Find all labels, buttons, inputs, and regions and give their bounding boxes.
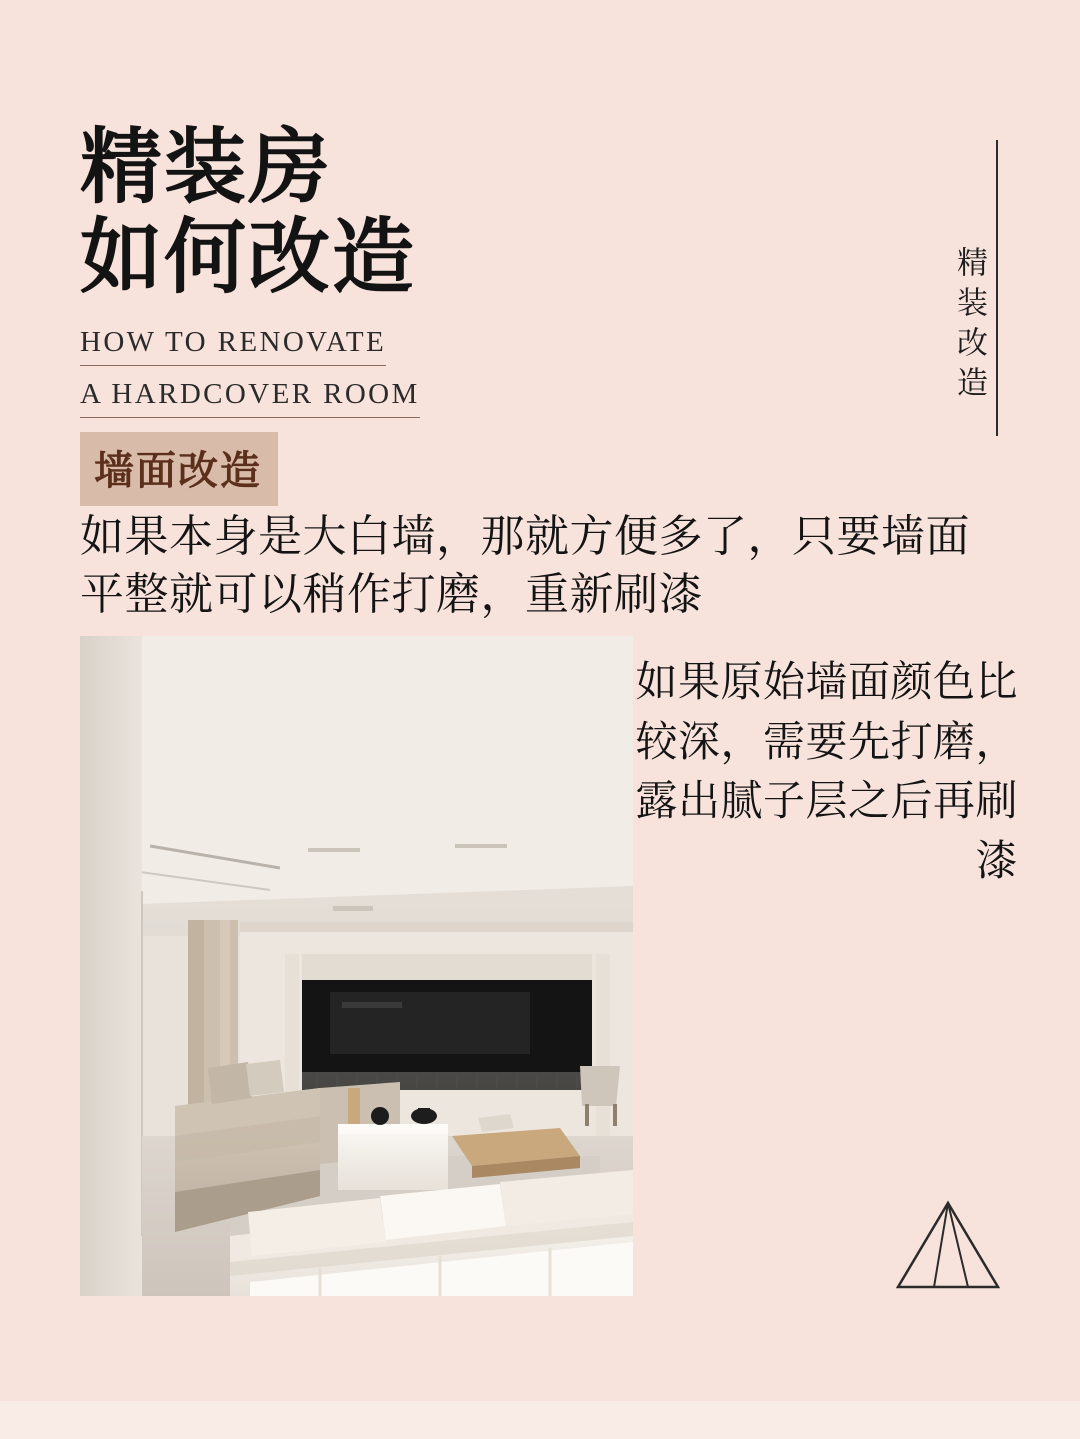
- side-label-text: 精装改造: [951, 246, 987, 406]
- paragraph-side: 如果原始墙面颜色比较深，需要先打磨，露出腻子层之后再刷漆: [635, 657, 1018, 885]
- section-tag: 墙面改造: [80, 432, 278, 506]
- title-line-1: 精装房: [80, 119, 333, 215]
- subtitle-line-1: HOW TO RENOVATE: [80, 321, 386, 366]
- subtitle-line-2: A HARDCOVER ROOM: [80, 373, 420, 418]
- interior-photo-icon: [80, 636, 633, 1296]
- subtitle-english: [80, 321, 720, 418]
- side-divider-rule: [996, 140, 998, 436]
- interior-photo: [80, 636, 633, 1296]
- title-block: [80, 119, 720, 418]
- paragraph-main: 如果本身是大白墙，那就方便多了，只要墙面平整就可以稍作打磨，重新刷漆: [80, 511, 970, 621]
- page-title: [80, 119, 720, 305]
- side-label: [947, 138, 992, 438]
- bottom-band: [0, 1401, 1080, 1439]
- title-line-2: 如何改造: [80, 208, 417, 305]
- pyramid-outline-icon: [894, 1199, 1002, 1291]
